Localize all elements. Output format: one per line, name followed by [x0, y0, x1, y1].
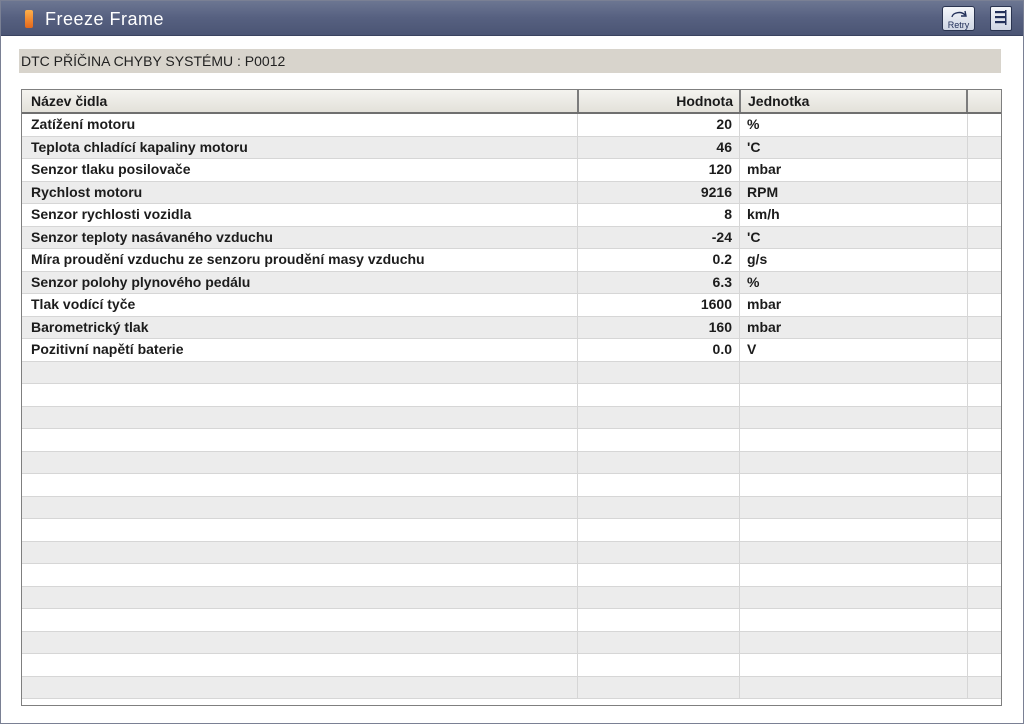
extra-cell	[968, 114, 1001, 136]
sensor-name-cell	[22, 609, 578, 631]
sensor-unit-cell: %	[740, 114, 968, 136]
dtc-cause-text: DTC PŘÍČINA CHYBY SYSTÉMU : P0012	[21, 53, 286, 69]
table-row[interactable]	[22, 609, 1001, 632]
sensor-name-cell: Senzor rychlosti vozidla	[22, 204, 578, 226]
sensor-value-cell	[578, 384, 740, 406]
extra-cell	[968, 587, 1001, 609]
table-row[interactable]	[22, 677, 1001, 700]
sensor-name-cell: Senzor teploty nasávaného vzduchu	[22, 227, 578, 249]
sensor-value-cell	[578, 452, 740, 474]
sensor-value-cell	[578, 564, 740, 586]
sensor-name-cell: Barometrický tlak	[22, 317, 578, 339]
sensor-unit-cell: 'C	[740, 137, 968, 159]
table-row[interactable]	[22, 137, 1001, 160]
table-row[interactable]	[22, 227, 1001, 250]
sensor-name-cell: Senzor tlaku posilovače	[22, 159, 578, 181]
sensor-unit-cell	[740, 384, 968, 406]
sensor-name-cell	[22, 452, 578, 474]
extra-cell	[968, 204, 1001, 226]
sensor-name-cell: Tlak vodící tyče	[22, 294, 578, 316]
retry-button[interactable]	[942, 6, 975, 31]
sensor-value-cell: 1600	[578, 294, 740, 316]
extra-cell	[968, 362, 1001, 384]
column-header-value[interactable]: Hodnota	[579, 90, 741, 112]
sensor-value-cell	[578, 429, 740, 451]
extra-cell	[968, 272, 1001, 294]
table-row[interactable]	[22, 182, 1001, 205]
table-row[interactable]	[22, 452, 1001, 475]
sensor-unit-cell: km/h	[740, 204, 968, 226]
retry-label: Retry	[947, 20, 970, 30]
sensor-unit-cell	[740, 474, 968, 496]
sensor-name-cell	[22, 384, 578, 406]
sensor-name-cell	[22, 654, 578, 676]
sensor-unit-cell	[740, 497, 968, 519]
table-row[interactable]	[22, 474, 1001, 497]
table-row[interactable]	[22, 632, 1001, 655]
sensor-name-cell	[22, 497, 578, 519]
sensor-unit-cell	[740, 609, 968, 631]
sensor-value-cell	[578, 587, 740, 609]
sensor-unit-cell: g/s	[740, 249, 968, 271]
window-title: Freeze Frame	[45, 9, 165, 29]
extra-cell	[968, 227, 1001, 249]
extra-cell	[968, 407, 1001, 429]
sensor-unit-cell: mbar	[740, 294, 968, 316]
sensor-value-cell: 120	[578, 159, 740, 181]
extra-cell	[968, 384, 1001, 406]
column-header-sensor-name[interactable]: Název čidla	[22, 90, 579, 112]
table-row[interactable]	[22, 317, 1001, 340]
table-row[interactable]	[22, 249, 1001, 272]
sensor-unit-cell	[740, 429, 968, 451]
extra-cell	[968, 609, 1001, 631]
extra-cell	[968, 159, 1001, 181]
sensor-unit-cell	[740, 677, 968, 699]
dtc-cause-bar	[19, 49, 1001, 73]
sensor-unit-cell	[740, 542, 968, 564]
sensor-value-cell: 20	[578, 114, 740, 136]
extra-cell	[968, 632, 1001, 654]
sensor-unit-cell	[740, 632, 968, 654]
sensor-value-cell	[578, 519, 740, 541]
extra-cell	[968, 317, 1001, 339]
extra-cell	[968, 542, 1001, 564]
column-header-extra	[968, 90, 1001, 112]
table-row[interactable]	[22, 204, 1001, 227]
table-row[interactable]	[22, 542, 1001, 565]
table-row[interactable]	[22, 384, 1001, 407]
sensor-unit-cell: V	[740, 339, 968, 361]
sensor-name-cell: Senzor polohy plynového pedálu	[22, 272, 578, 294]
table-row[interactable]	[22, 407, 1001, 430]
title-bar	[1, 1, 1023, 36]
extra-cell	[968, 429, 1001, 451]
sensor-name-cell: Míra proudění vzduchu ze senzoru proudění masy vzduchu	[22, 249, 578, 271]
sensor-name-cell	[22, 407, 578, 429]
sensor-name-cell: Teplota chladící kapaliny motoru	[22, 137, 578, 159]
sensor-unit-cell	[740, 362, 968, 384]
sensor-name-cell	[22, 362, 578, 384]
sensor-unit-cell	[740, 519, 968, 541]
table-row[interactable]	[22, 114, 1001, 137]
table-row[interactable]	[22, 564, 1001, 587]
sensor-value-cell	[578, 474, 740, 496]
extra-cell	[968, 519, 1001, 541]
table-row[interactable]	[22, 497, 1001, 520]
table-row[interactable]	[22, 272, 1001, 295]
sensor-value-cell	[578, 497, 740, 519]
status-marker-icon	[25, 10, 33, 28]
sensor-value-cell: 160	[578, 317, 740, 339]
column-header-unit[interactable]: Jednotka	[741, 90, 968, 112]
sensor-unit-cell	[740, 654, 968, 676]
extra-cell	[968, 677, 1001, 699]
sensor-value-cell	[578, 407, 740, 429]
extra-cell	[968, 182, 1001, 204]
sensor-unit-cell: %	[740, 272, 968, 294]
sensor-name-cell: Pozitivní napětí baterie	[22, 339, 578, 361]
sensor-name-cell	[22, 564, 578, 586]
sensor-name-cell	[22, 677, 578, 699]
sensor-value-cell	[578, 542, 740, 564]
sensor-value-cell	[578, 632, 740, 654]
extra-cell	[968, 137, 1001, 159]
extra-cell	[968, 497, 1001, 519]
table-row[interactable]	[22, 654, 1001, 677]
table-row[interactable]	[22, 362, 1001, 385]
sensor-unit-cell: mbar	[740, 159, 968, 181]
table-row[interactable]	[22, 339, 1001, 362]
sensor-name-cell	[22, 474, 578, 496]
extra-cell	[968, 452, 1001, 474]
extra-cell	[968, 564, 1001, 586]
sensor-name-cell	[22, 519, 578, 541]
table-row[interactable]	[22, 519, 1001, 542]
sensor-value-cell: -24	[578, 227, 740, 249]
sensor-table[interactable]	[21, 89, 1002, 706]
sensor-name-cell: Rychlost motoru	[22, 182, 578, 204]
sensor-value-cell: 0.2	[578, 249, 740, 271]
sensor-name-cell	[22, 542, 578, 564]
table-body	[22, 114, 1001, 699]
sensor-name-cell	[22, 587, 578, 609]
sensor-value-cell: 0.0	[578, 339, 740, 361]
sensor-name-cell	[22, 632, 578, 654]
extra-cell	[968, 294, 1001, 316]
sensor-value-cell	[578, 609, 740, 631]
sensor-name-cell: Zatížení motoru	[22, 114, 578, 136]
extra-cell	[968, 339, 1001, 361]
menu-button[interactable]	[990, 6, 1012, 31]
sensor-value-cell: 6.3	[578, 272, 740, 294]
sensor-unit-cell: mbar	[740, 317, 968, 339]
sensor-name-cell	[22, 429, 578, 451]
extra-cell	[968, 249, 1001, 271]
sensor-value-cell	[578, 677, 740, 699]
sensor-value-cell	[578, 362, 740, 384]
table-row[interactable]	[22, 294, 1001, 317]
sensor-unit-cell	[740, 452, 968, 474]
sensor-value-cell: 8	[578, 204, 740, 226]
table-row[interactable]	[22, 587, 1001, 610]
sensor-unit-cell	[740, 587, 968, 609]
sensor-unit-cell	[740, 407, 968, 429]
table-row[interactable]	[22, 429, 1001, 452]
extra-cell	[968, 474, 1001, 496]
sensor-unit-cell	[740, 564, 968, 586]
table-header	[22, 90, 1001, 114]
extra-cell	[968, 654, 1001, 676]
sensor-unit-cell: 'C	[740, 227, 968, 249]
table-row[interactable]	[22, 159, 1001, 182]
sensor-value-cell: 9216	[578, 182, 740, 204]
sensor-value-cell	[578, 654, 740, 676]
menu-icon	[991, 7, 1011, 30]
sensor-unit-cell: RPM	[740, 182, 968, 204]
sensor-value-cell: 46	[578, 137, 740, 159]
